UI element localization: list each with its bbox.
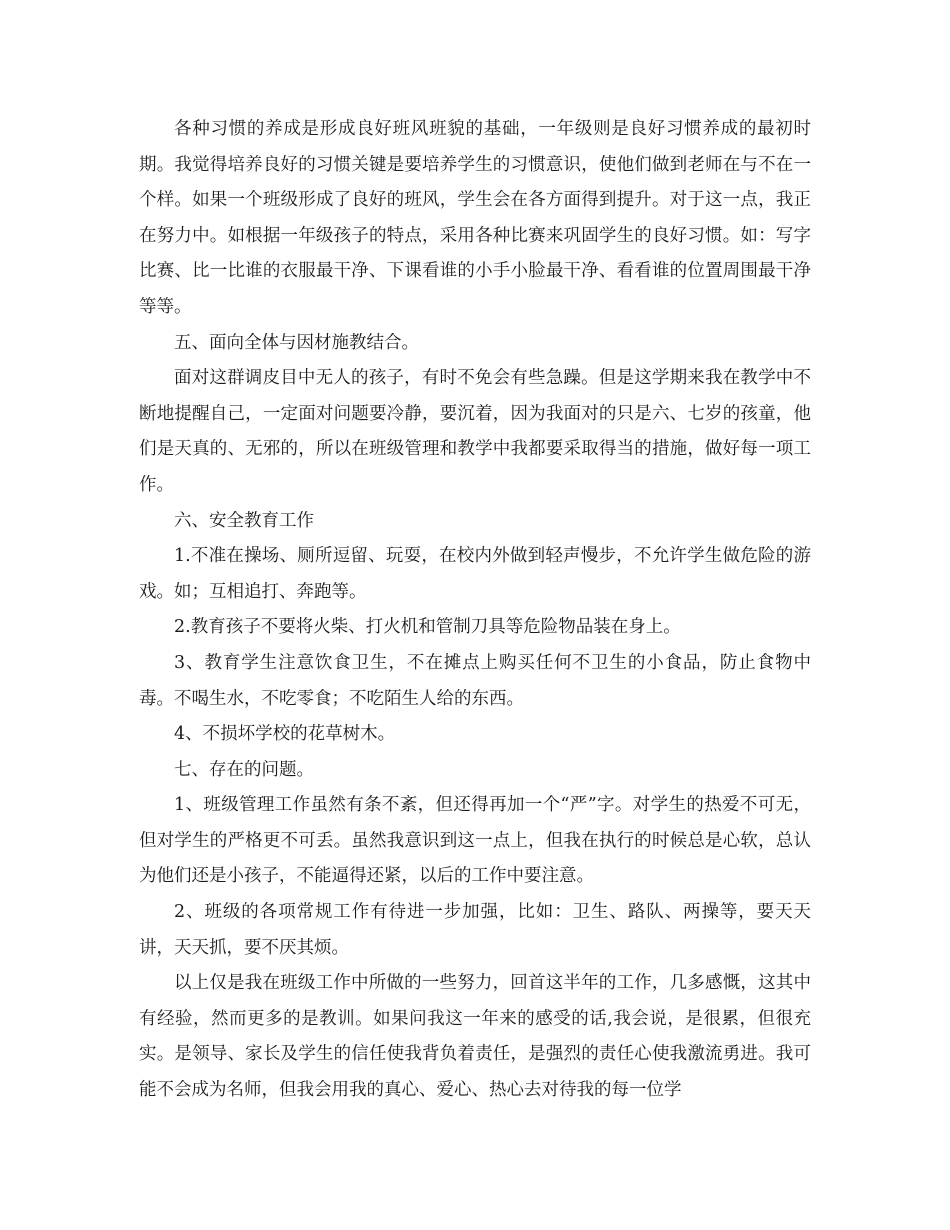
heading-section-six: 六、安全教育工作 (174, 510, 314, 531)
heading-section-seven: 七、存在的问题。 (174, 759, 314, 780)
list-item-safety-4: 4、不损坏学校的花草树木。 (174, 724, 396, 745)
list-item-problem-2: 2、班级的各项常规工作有待进一步加强，比如：卫生、路队、两操等，要天天讲，天天抓，要不厌其烦。 (139, 902, 811, 958)
document-body (139, 112, 811, 1109)
paragraph-summary: 以上仅是我在班级工作中所做的一些努力，回首这半年的工作，几多感慨，这其中有经验，然而更多的是教训。如果问我这一年来的感受的话,我会说，是很累，但很充实。是领导、家长及学生的信任使我背负着责任，是强烈的责任心使我激流勇进。我可能不会成为名师，但我会用我的真心、爱心、热心去对待我的每一位学 (139, 973, 811, 1101)
list-item-problem-1: 1、班级管理工作虽然有条不紊，但还得再加一个“严”字。对学生的热爱不可无，但对学生的严格更不可丢。虽然我意识到这一点上，但我在执行的时候总是心软，总认为他们还是小孩子，不能逼得还紧，以后的工作中要注意。 (139, 795, 811, 887)
paragraph-teaching: 面对这群调皮目中无人的孩子，有时不免会有些急躁。但是这学期来我在教学中不断地提醒自己，一定面对问题要冷静，要沉着，因为我面对的只是六、七岁的孩童，他们是天真的、无邪的，所以在班级管理和教学中我都要采取得当的措施，做好每一项工作。 (139, 368, 811, 495)
paragraph-habits: 各种习惯的养成是形成良好班风班貌的基础，一年级则是良好习惯养成的最初时期。我觉得培养良好的习惯关键是要培养学生的习惯意识，使他们做到老师在与不在一个样。如果一个班级形成了良好的班风，学生会在各方面得到提升。对于这一点，我正在努力中。如根据一年级孩子的特点，采用各种比赛来巩固学生的良好习惯。如：写字比赛、比一比谁的衣服最干净、下课看谁的小手小脸最干净、看看谁的位置周围最干净等等。 (139, 119, 811, 317)
heading-section-five: 五、面向全体与因材施教结合。 (174, 332, 419, 353)
list-item-safety-2: 2.教育孩子不要将火柴、打火机和管制刀具等危险物品装在身上。 (174, 617, 681, 638)
list-item-safety-1: 1.不准在操场、厕所逗留、玩耍，在校内外做到轻声慢步，不允许学生做危险的游戏。如；互相追打、奔跑等。 (139, 546, 811, 602)
list-item-safety-3: 3、教育学生注意饮食卫生，不在摊点上购买任何不卫生的小食品，防止食物中毒。不喝生水，不吃零食；不吃陌生人给的东西。 (139, 652, 811, 709)
